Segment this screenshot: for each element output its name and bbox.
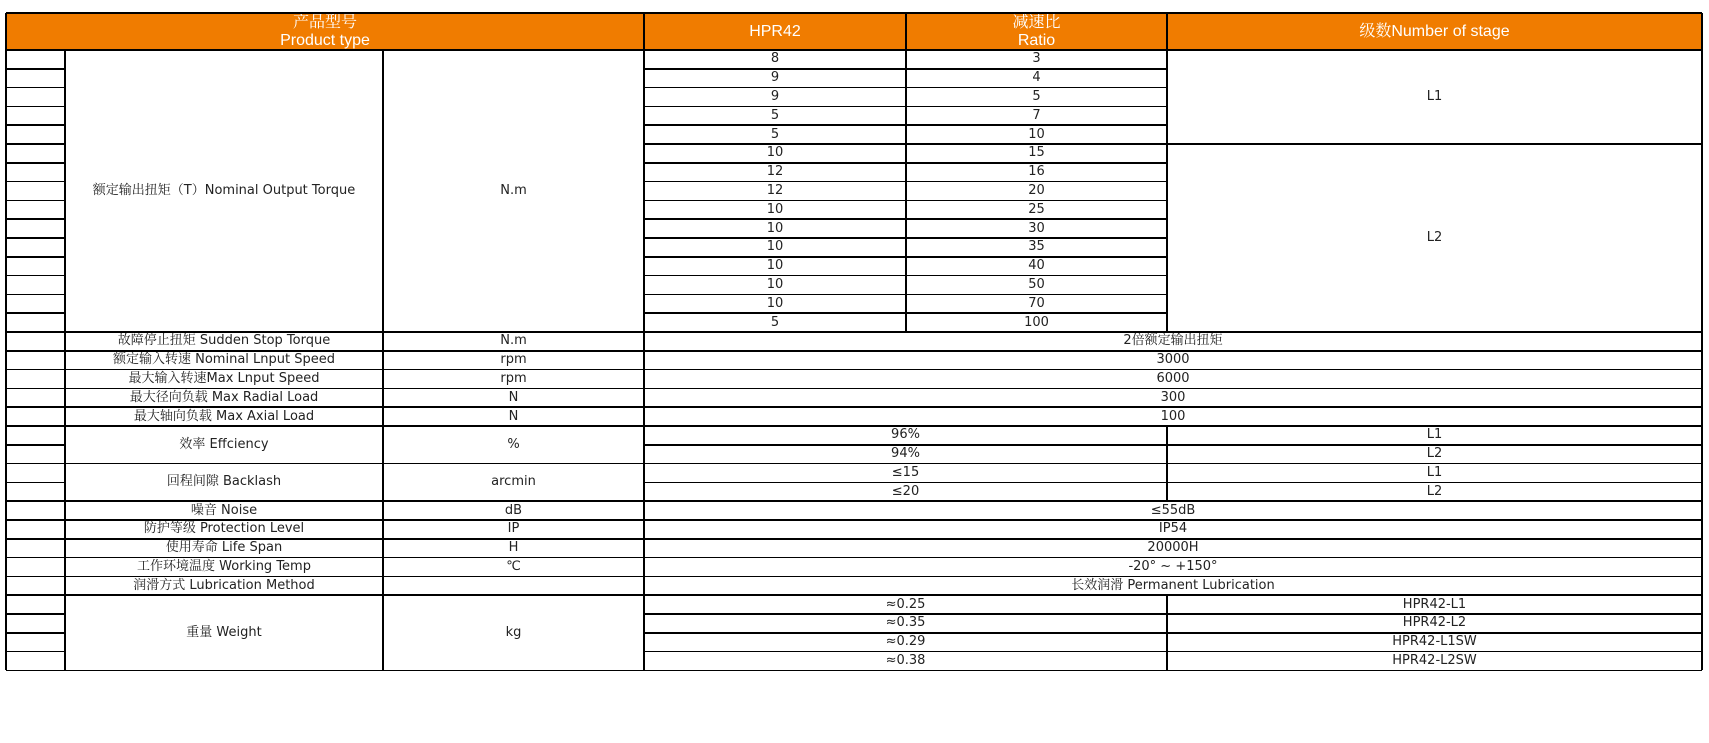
grid-line [644, 218, 1167, 220]
grid-line [6, 331, 65, 333]
grid-line [6, 124, 65, 126]
grid-line [6, 275, 65, 277]
header-product-type [6, 13, 644, 50]
header-product-type-cn: 产品型号 [292, 13, 357, 31]
efficiency-label: 效率 Effciency [179, 436, 269, 452]
ratio-value: 3 [1032, 51, 1041, 67]
backlash-unit: arcmin [491, 474, 536, 490]
weight-value: ≈0.35 [885, 615, 926, 631]
grid-line [6, 181, 65, 183]
grid-line [6, 444, 65, 446]
grid-line [6, 613, 65, 615]
spec-value: ≤55dB [1150, 502, 1196, 518]
torque-value: 5 [770, 126, 780, 142]
torque-value: 10 [766, 258, 784, 274]
backlash-stage: L2 [1426, 483, 1443, 499]
spec-unit: rpm [500, 352, 527, 368]
grid-line [644, 444, 1702, 446]
grid-line [1166, 50, 1168, 332]
header-product-type-text [280, 14, 370, 50]
ratio-value: 50 [1028, 276, 1045, 292]
grid-line [6, 632, 65, 634]
spec-unit: rpm [500, 370, 527, 386]
grid-line [6, 162, 65, 164]
efficiency-value: 94% [891, 446, 920, 462]
ratio-value: 40 [1028, 258, 1045, 274]
grid-line [65, 369, 1702, 371]
grid-line [6, 87, 65, 89]
grid-line [644, 106, 1167, 108]
grid-line [6, 594, 65, 596]
grid-line [6, 49, 65, 51]
ratio-value: 70 [1028, 295, 1045, 311]
torque-value: 10 [766, 276, 784, 292]
nominal-torque-unit: N.m [500, 183, 527, 198]
grid-line [644, 312, 1167, 314]
weight-value: ≈0.25 [885, 596, 926, 612]
spec-label: 噪音 Noise [190, 502, 258, 518]
grid-line [644, 162, 1167, 164]
spec-label: 故障停止扭矩 Sudden Stop Torque [117, 333, 331, 349]
grid-line [644, 632, 1702, 634]
torque-value: 10 [766, 145, 784, 161]
efficiency-value: 96% [891, 427, 920, 443]
grid-line [6, 350, 65, 352]
grid-line [65, 519, 1702, 521]
ratio-value: 25 [1028, 201, 1045, 217]
grid-line [6, 463, 65, 465]
grid-line [644, 256, 1167, 258]
grid-line [6, 557, 65, 559]
torque-value: 9 [770, 70, 780, 86]
grid-line [65, 331, 1702, 333]
spec-value: -20° ~ +150° [1128, 558, 1218, 574]
weight-model: HPR42-L1SW [1392, 634, 1477, 650]
backlash-value: ≤20 [891, 483, 920, 499]
grid-line [65, 425, 1702, 427]
grid-line [6, 218, 65, 220]
grid-line [6, 482, 65, 484]
grid-line [65, 49, 1702, 51]
spec-label: 使用寿命 Life Span [165, 540, 283, 556]
spec-value: IP54 [1158, 521, 1188, 537]
ratio-value: 7 [1032, 107, 1041, 123]
stage-l1: L1 [1426, 89, 1443, 104]
spec-value: 2倍额定输出扭矩 [1123, 333, 1223, 349]
efficiency-stage: L2 [1426, 446, 1443, 462]
spec-label: 润滑方式 Lubrication Method [133, 577, 315, 593]
spec-unit: ℃ [506, 558, 521, 574]
grid-line [65, 463, 1702, 465]
weight-label: 重量 Weight [186, 624, 262, 640]
torque-value: 10 [766, 239, 784, 255]
torque-value: 10 [766, 220, 784, 236]
grid-line [905, 13, 907, 50]
spec-value: 3000 [1156, 352, 1190, 368]
grid-line [644, 200, 1167, 202]
grid-line [6, 651, 65, 653]
grid-line [6, 106, 65, 108]
grid-line [6, 538, 65, 540]
grid-line [644, 181, 1167, 183]
grid-line [6, 388, 65, 390]
stage-l2: L2 [1426, 230, 1443, 245]
grid-line [6, 143, 65, 145]
spec-label: 工作环境温度 Working Temp [137, 558, 311, 574]
grid-line [6, 425, 65, 427]
torque-value: 5 [770, 314, 780, 330]
header-stage: 级数Number of stage [1167, 13, 1702, 50]
spec-label: 最大输入转速Max Lnput Speed [128, 370, 320, 386]
spec-unit: N [508, 408, 519, 424]
torque-value: 9 [770, 88, 780, 104]
grid-line [644, 275, 1167, 277]
ratio-value: 10 [1028, 126, 1045, 142]
header-ratio-en: Ratio [1017, 31, 1056, 49]
weight-value: ≈0.38 [885, 652, 926, 668]
grid-line [643, 13, 645, 670]
grid-line [644, 237, 1167, 239]
spec-unit: N [508, 389, 519, 405]
grid-line [905, 50, 907, 332]
grid-line [644, 68, 1167, 70]
spec-unit [383, 576, 644, 595]
grid-line [644, 294, 1167, 296]
grid-line [644, 651, 1702, 653]
grid-line [65, 406, 1702, 408]
spec-label: 最大径向负载 Max Radial Load [129, 389, 319, 405]
grid-line [65, 594, 1702, 596]
spec-label: 最大轴向负载 Max Axial Load [133, 408, 315, 424]
grid-line [6, 519, 65, 521]
spec-value: 100 [1160, 408, 1186, 424]
grid-line [644, 613, 1702, 615]
grid-line [6, 670, 65, 672]
grid-line [65, 557, 1702, 559]
ratio-value: 20 [1028, 182, 1045, 198]
header-product-type-en: Product type [280, 31, 370, 49]
backlash-label: 回程间隙 Backlash [166, 474, 282, 490]
grid-line [5, 13, 7, 670]
weight-model: HPR42-L1 [1402, 596, 1467, 612]
spec-table [6, 13, 1702, 731]
nominal-torque-label: 额定输出扭矩（T）Nominal Output Torque [92, 183, 356, 198]
grid-line [6, 369, 65, 371]
grid-line [6, 68, 65, 70]
grid-line [65, 350, 1702, 352]
spec-unit: dB [504, 502, 523, 518]
grid-line [65, 576, 1702, 578]
grid-line [6, 312, 65, 314]
grid-line [644, 143, 1167, 145]
grid-line [644, 482, 1702, 484]
efficiency-stage: L1 [1426, 427, 1443, 443]
backlash-stage: L1 [1426, 464, 1443, 480]
weight-unit: kg [505, 624, 522, 640]
torque-value: 8 [770, 51, 780, 67]
grid-line [6, 237, 65, 239]
grid-line [6, 12, 1702, 14]
header-ratio-text [1012, 14, 1060, 50]
grid-line [6, 500, 65, 502]
grid-line [6, 406, 65, 408]
header-ratio [906, 13, 1167, 50]
header-model: HPR42 [644, 13, 906, 50]
torque-value: 12 [766, 164, 784, 180]
ratio-value: 5 [1032, 88, 1041, 104]
grid-line [382, 50, 384, 670]
grid-line [6, 200, 65, 202]
spec-unit: H [508, 540, 519, 556]
weight-model: HPR42-L2SW [1392, 652, 1477, 668]
grid-line [6, 256, 65, 258]
grid-line [65, 538, 1702, 540]
grid-line [65, 388, 1702, 390]
weight-value: ≈0.29 [885, 634, 926, 650]
spec-label: 防护等级 Protection Level [143, 521, 305, 537]
ratio-value: 100 [1024, 314, 1049, 330]
grid-line [65, 670, 1702, 672]
backlash-value: ≤15 [891, 464, 920, 480]
spec-label: 额定输入转速 Nominal Lnput Speed [113, 352, 335, 368]
grid-line [6, 294, 65, 296]
grid-line [1701, 13, 1703, 670]
ratio-value: 15 [1028, 145, 1045, 161]
grid-line [644, 87, 1167, 89]
spec-value: 长效润滑 Permanent Lubrication [1071, 577, 1275, 593]
grid-line [6, 576, 65, 578]
ratio-value: 30 [1028, 220, 1045, 236]
ratio-value: 16 [1028, 164, 1045, 180]
header-ratio-cn: 减速比 [1012, 13, 1061, 31]
spec-value: 300 [1160, 389, 1186, 405]
spec-value: 20000H [1147, 540, 1199, 556]
grid-line [1167, 143, 1702, 145]
grid-line [65, 500, 1702, 502]
ratio-value: 35 [1028, 239, 1045, 255]
spec-unit: N.m [500, 333, 527, 349]
ratio-value: 4 [1032, 70, 1041, 86]
weight-model: HPR42-L2 [1402, 615, 1467, 631]
spec-value: 6000 [1156, 370, 1190, 386]
grid-line [644, 124, 1167, 126]
torque-value: 12 [766, 182, 784, 198]
torque-value: 10 [766, 201, 784, 217]
spec-unit: IP [507, 521, 520, 537]
grid-line [1166, 13, 1168, 50]
efficiency-unit: % [507, 436, 520, 452]
torque-value: 5 [770, 107, 780, 123]
torque-value: 10 [766, 295, 784, 311]
